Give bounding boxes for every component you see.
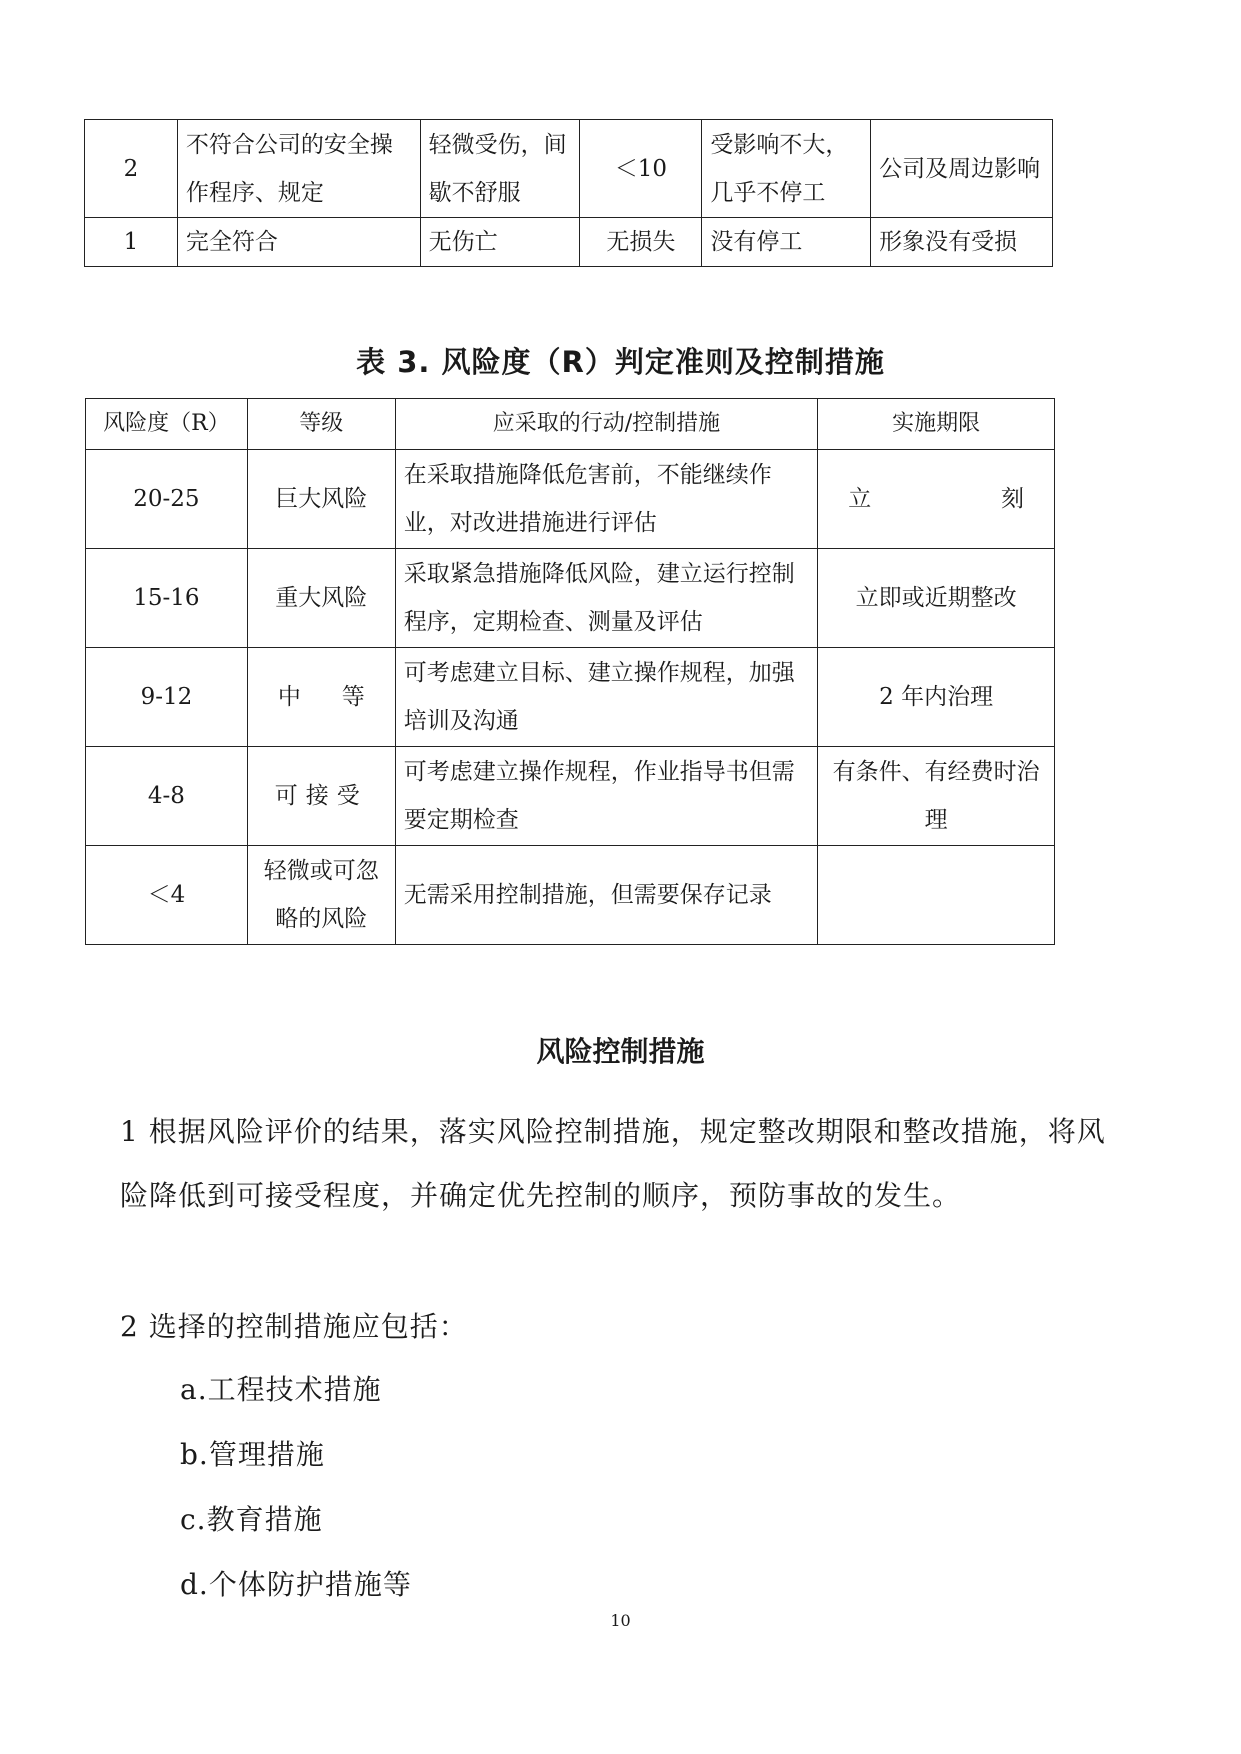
- table-cell: 形象没有受损: [871, 218, 1053, 267]
- table-row: [86, 846, 1055, 945]
- table-caption: 表 3. 风险度（R）判定准则及控制措施: [356, 345, 885, 379]
- table-row: [86, 747, 1055, 846]
- table-cell: 中等: [247, 648, 395, 747]
- table-cell: 可考虑建立操作规程，作业指导书但需要定期检查: [395, 747, 817, 846]
- table-cell: 不符合公司的安全操作程序、规定: [177, 120, 420, 218]
- paragraph: 1 根据风险评价的结果，落实风险控制措施，规定整改期限和整改措施，将风险降低到可接受程度，并确定优先控制的顺序，预防事故的发生。: [120, 1115, 1106, 1212]
- table-header-row: [86, 399, 1055, 450]
- section-title: 风险控制措施: [536, 1035, 705, 1068]
- table-cell: 采取紧急措施降低风险，建立运行控制程序，定期检查、测量及评估: [395, 549, 817, 648]
- table-cell: 无损失: [580, 218, 702, 267]
- column-header: 等级: [247, 399, 395, 450]
- table-row: [85, 218, 1053, 267]
- table-cell: 可考虑建立目标、建立操作规程，加强培训及沟通: [395, 648, 817, 747]
- table-cell: 4-8: [86, 747, 248, 846]
- list-item: d.个体防护措施等: [180, 1568, 412, 1601]
- table-cell: 20-25: [86, 450, 248, 549]
- severity-table-continuation: [84, 119, 1053, 267]
- table-cell: 2: [85, 120, 178, 218]
- column-header: 实施期限: [818, 399, 1055, 450]
- list-item: b.管理措施: [180, 1438, 325, 1471]
- table-cell: 无伤亡: [420, 218, 580, 267]
- table-cell: ＜10: [580, 120, 702, 218]
- table-cell: 2 年内治理: [818, 648, 1055, 747]
- table-cell: ＜4: [86, 846, 248, 945]
- table-cell: 可接受: [247, 747, 395, 846]
- table-cell: 完全符合: [177, 218, 420, 267]
- table-cell: 重大风险: [247, 549, 395, 648]
- table-cell: 立刻: [818, 450, 1055, 549]
- list-item: c.教育措施: [180, 1503, 323, 1536]
- table-cell: 在采取措施降低危害前，不能继续作业，对改进措施进行评估: [395, 450, 817, 549]
- table-cell: 9-12: [86, 648, 248, 747]
- page-number: 10: [610, 1611, 631, 1630]
- table-cell: 轻微或可忽略的风险: [247, 846, 395, 945]
- column-header: 应采取的行动/控制措施: [395, 399, 817, 450]
- table-cell: 没有停工: [702, 218, 871, 267]
- paragraph: 2 选择的控制措施应包括：: [120, 1310, 468, 1343]
- table-cell: 15-16: [86, 549, 248, 648]
- table-row: [86, 549, 1055, 648]
- table-row: [85, 120, 1053, 218]
- risk-criteria-table: [85, 398, 1055, 945]
- table-cell: 巨大风险: [247, 450, 395, 549]
- column-header: 风险度（R）: [86, 399, 248, 450]
- table-cell: 受影响不大，几乎不停工: [702, 120, 871, 218]
- table-cell: 轻微受伤，间歇不舒服: [420, 120, 580, 218]
- table-cell: 1: [85, 218, 178, 267]
- table-cell: 无需采用控制措施，但需要保存记录: [395, 846, 817, 945]
- table-row: [86, 648, 1055, 747]
- table-cell: 立即或近期整改: [818, 549, 1055, 648]
- table-cell: [818, 846, 1055, 945]
- table-cell: 有条件、有经费时治理: [818, 747, 1055, 846]
- table-row: [86, 450, 1055, 549]
- list-item: a.工程技术措施: [180, 1373, 382, 1406]
- table-cell: 公司及周边影响: [871, 120, 1053, 218]
